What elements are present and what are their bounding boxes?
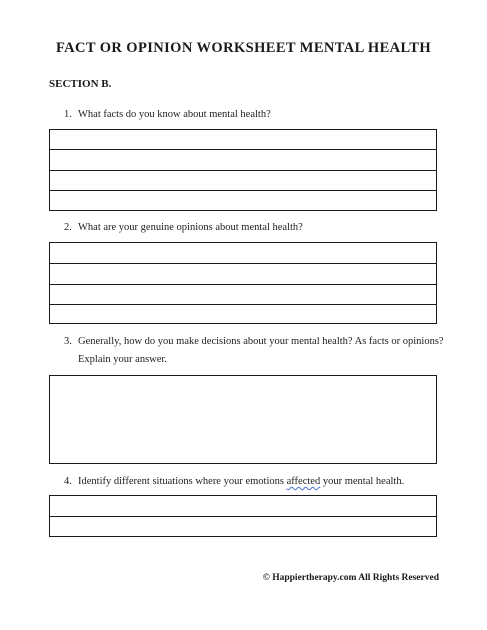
answer-line bbox=[50, 170, 436, 171]
answer-line bbox=[50, 304, 436, 305]
answer-line bbox=[50, 190, 436, 191]
section-heading: SECTION B. bbox=[49, 78, 112, 90]
question-2-text: What are your genuine opinions about mental health? bbox=[78, 222, 303, 233]
question-3-number: 3. bbox=[64, 336, 72, 347]
answer-box-2[interactable] bbox=[49, 242, 437, 324]
question-4-number: 4. bbox=[64, 476, 72, 487]
answer-line bbox=[50, 149, 436, 150]
answer-line bbox=[50, 516, 436, 517]
question-2 bbox=[64, 219, 444, 237]
copyright-footer: © Happiertherapy.com All Rights Reserved bbox=[262, 573, 439, 583]
answer-line bbox=[50, 284, 436, 285]
question-4 bbox=[64, 473, 444, 491]
question-4-flagged-word: affected bbox=[286, 476, 321, 487]
question-4-text-after: your mental health. bbox=[320, 476, 405, 487]
question-1-number: 1. bbox=[64, 109, 72, 120]
answer-line bbox=[50, 263, 436, 264]
question-3-text: Generally, how do you make decisions about your mental health? As facts or opinions? Explain your answer. bbox=[78, 336, 444, 365]
answer-box-3[interactable] bbox=[49, 375, 437, 464]
question-3 bbox=[64, 333, 444, 369]
answer-box-1[interactable] bbox=[49, 129, 437, 211]
question-1 bbox=[64, 106, 444, 124]
question-4-text-before: Identify different situations where your emotions bbox=[78, 476, 287, 487]
question-1-text: What facts do you know about mental health? bbox=[78, 109, 271, 120]
worksheet-title: FACT OR OPINION WORKSHEET MENTAL HEALTH bbox=[55, 40, 432, 56]
question-4-text bbox=[64, 473, 444, 491]
question-2-number: 2. bbox=[64, 222, 72, 233]
answer-box-4[interactable] bbox=[49, 495, 437, 537]
